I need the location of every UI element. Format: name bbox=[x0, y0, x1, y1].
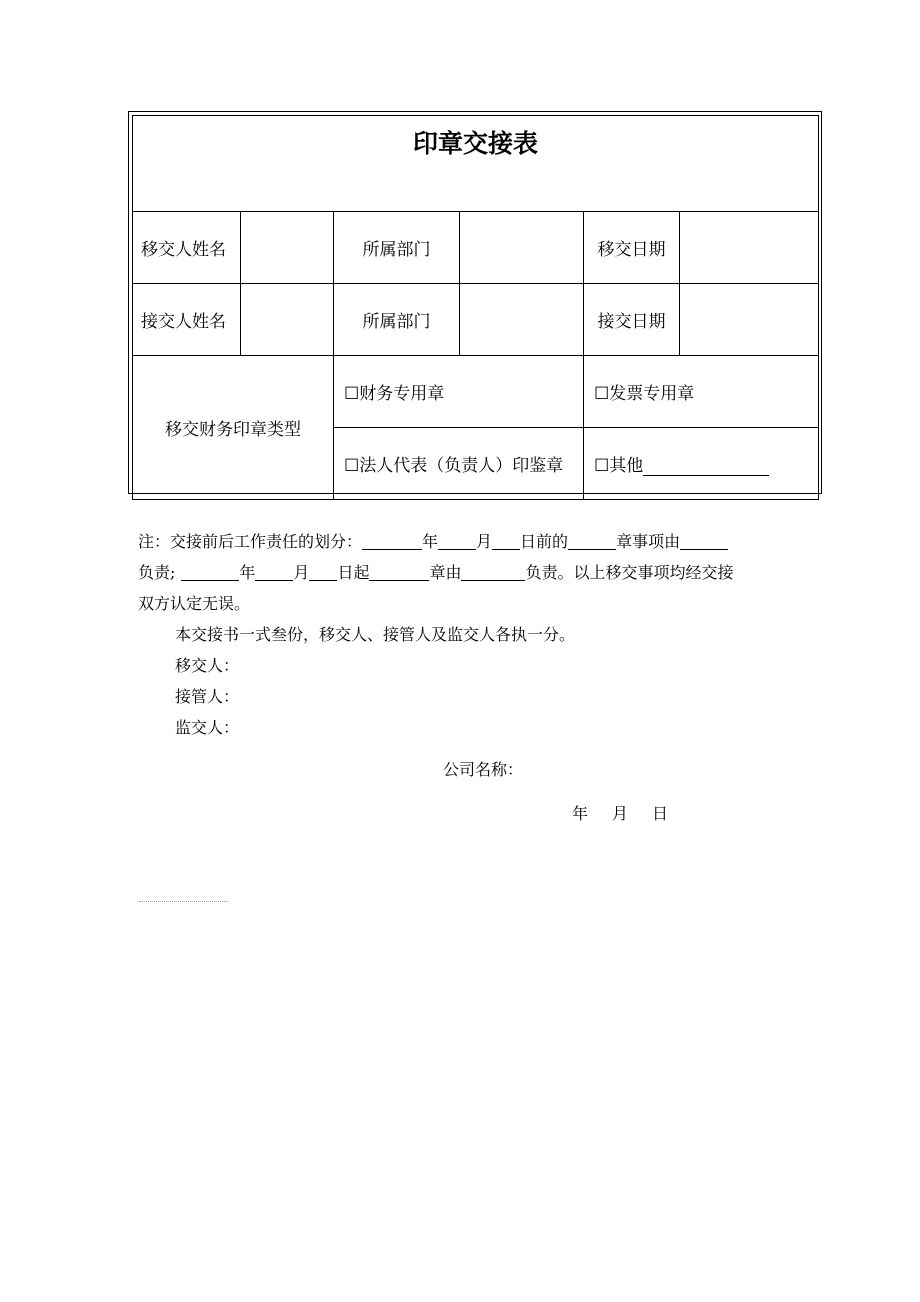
blank-person-1[interactable] bbox=[680, 531, 728, 550]
blank-month-2[interactable] bbox=[255, 562, 293, 581]
supervisor-person-line: 监交人： bbox=[175, 718, 240, 737]
company-name-label: 公司名称： bbox=[443, 760, 524, 779]
receiver-name-label: 接交人姓名 bbox=[133, 284, 241, 356]
blank-day-1[interactable] bbox=[492, 531, 520, 550]
seal-type-label: 移交财务印章类型 bbox=[133, 356, 334, 500]
signoff-month: 月 bbox=[612, 804, 629, 823]
invoice-seal-option[interactable]: ☐发票专用章 bbox=[584, 356, 819, 428]
notes-responsible: 负责; bbox=[138, 563, 176, 582]
handover-name-label: 移交人姓名 bbox=[133, 212, 241, 284]
receiver-dept-label: 所属部门 bbox=[334, 284, 460, 356]
other-seal-option[interactable] bbox=[584, 428, 819, 500]
notes-line-3: 双方认定无误。 bbox=[138, 594, 251, 613]
blank-person-2[interactable] bbox=[461, 562, 525, 581]
blank-year-2[interactable] bbox=[181, 562, 239, 581]
form-title: 印章交接表 bbox=[133, 116, 819, 212]
notes-seal-matter: 章事项由 bbox=[616, 532, 681, 551]
other-seal-blank[interactable] bbox=[643, 458, 769, 476]
blank-day-2[interactable] bbox=[309, 562, 337, 581]
seal-handover-table bbox=[132, 115, 819, 500]
other-seal-label: ☐其他 bbox=[594, 456, 644, 476]
notes-line-1 bbox=[138, 526, 788, 557]
notes-from: 日起 bbox=[337, 563, 370, 582]
receiver-dept-field[interactable] bbox=[460, 284, 584, 356]
handover-dept-field[interactable] bbox=[460, 212, 584, 284]
handover-name-field[interactable] bbox=[241, 212, 334, 284]
receiver-date-label: 接交日期 bbox=[584, 284, 680, 356]
footer-divider bbox=[139, 901, 227, 902]
blank-seal-1[interactable] bbox=[568, 531, 616, 550]
notes-line-2 bbox=[138, 557, 788, 588]
notes-confirm: 负责。以上移交事项均经交接 bbox=[525, 563, 734, 582]
handover-date-field[interactable] bbox=[680, 212, 819, 284]
notes-prefix: 注：交接前后工作责任的划分： bbox=[138, 532, 363, 551]
handover-dept-label: 所属部门 bbox=[334, 212, 460, 284]
blank-seal-2[interactable] bbox=[369, 562, 429, 581]
notes-year-2: 年 bbox=[239, 563, 256, 582]
copies-statement: 本交接书一式叁份，移交人、接管人及监交人各执一分。 bbox=[175, 625, 576, 644]
notes-year-1: 年 bbox=[422, 532, 439, 551]
receiver-name-field[interactable] bbox=[241, 284, 334, 356]
blank-year-1[interactable] bbox=[362, 531, 422, 550]
notes-section bbox=[138, 526, 788, 743]
notes-month-1: 月 bbox=[476, 532, 493, 551]
signoff-day: 日 bbox=[652, 804, 669, 823]
legal-rep-seal-option[interactable]: ☐法人代表（负责人）印鉴章 bbox=[334, 428, 584, 500]
notes-before: 日前的 bbox=[520, 532, 569, 551]
receiver-person-line: 接管人： bbox=[175, 687, 240, 706]
notes-month-2: 月 bbox=[293, 563, 310, 582]
blank-month-1[interactable] bbox=[438, 531, 476, 550]
signoff-year: 年 bbox=[572, 804, 589, 823]
handover-person-line: 移交人： bbox=[175, 656, 240, 675]
handover-date-label: 移交日期 bbox=[584, 212, 680, 284]
receiver-date-field[interactable] bbox=[680, 284, 819, 356]
notes-seal-by: 章由 bbox=[429, 563, 462, 582]
signoff-date bbox=[572, 801, 668, 824]
finance-seal-option[interactable]: ☐财务专用章 bbox=[334, 356, 584, 428]
